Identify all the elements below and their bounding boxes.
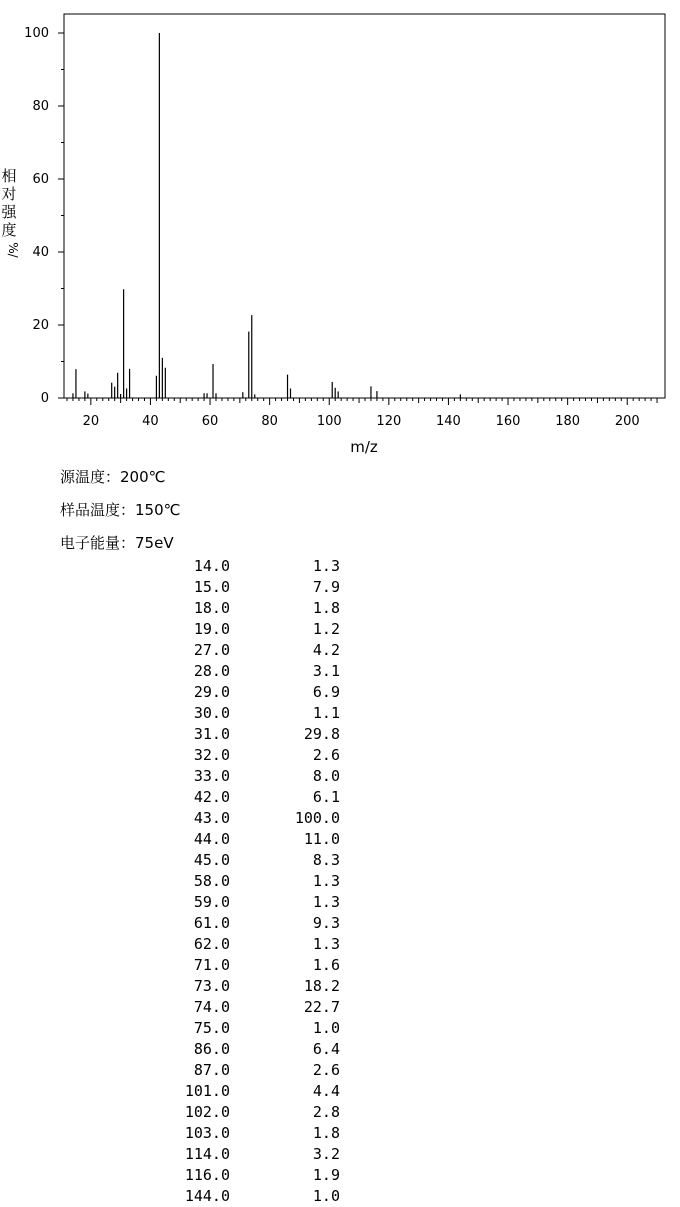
- x-tick-label: 80: [261, 414, 278, 429]
- table-row: [0, 1102, 400, 1123]
- abundance-value: 11.0: [303, 830, 340, 848]
- peak-table: [0, 556, 400, 1207]
- mz-value: 30.0: [193, 704, 230, 722]
- table-row: [0, 1018, 400, 1039]
- table-row: [0, 1081, 400, 1102]
- table-row: [0, 829, 400, 850]
- source-temperature: 源温度：200℃: [60, 468, 166, 486]
- x-tick-label: 180: [555, 414, 581, 429]
- table-row: [0, 619, 400, 640]
- table-row: [0, 1165, 400, 1186]
- table-row: [0, 745, 400, 766]
- mz-value: 31.0: [193, 725, 230, 743]
- table-row: [0, 682, 400, 703]
- table-row: [0, 703, 400, 724]
- mz-value: 27.0: [193, 641, 230, 659]
- y-tick-label: 0: [40, 391, 49, 406]
- table-row: [0, 766, 400, 787]
- mz-value: 116.0: [184, 1166, 230, 1184]
- mz-value: 19.0: [193, 620, 230, 638]
- abundance-value: 8.0: [312, 767, 340, 785]
- mz-value: 32.0: [193, 746, 230, 764]
- table-row: [0, 598, 400, 619]
- abundance-value: 4.4: [312, 1082, 340, 1100]
- abundance-value: 29.8: [303, 725, 340, 743]
- mz-value: 102.0: [184, 1103, 230, 1121]
- abundance-value: 3.1: [312, 662, 340, 680]
- abundance-value: 1.0: [312, 1019, 340, 1037]
- mz-value: 33.0: [193, 767, 230, 785]
- axes: [24, 14, 665, 429]
- table-row: [0, 934, 400, 955]
- svg-text:度: 度: [1, 221, 17, 239]
- table-row: [0, 1060, 400, 1081]
- mz-value: 73.0: [193, 977, 230, 995]
- x-tick-label: 120: [376, 414, 402, 429]
- table-row: [0, 871, 400, 892]
- y-axis-label: [1, 167, 20, 259]
- table-row: [0, 661, 400, 682]
- mz-value: 75.0: [193, 1019, 230, 1037]
- spectrum-peaks: [73, 33, 460, 398]
- x-tick-label: 160: [495, 414, 521, 429]
- table-row: [0, 787, 400, 808]
- table-row: [0, 1123, 400, 1144]
- abundance-value: 1.0: [312, 1187, 340, 1205]
- mz-value: 44.0: [193, 830, 230, 848]
- abundance-value: 1.3: [312, 935, 340, 953]
- abundance-value: 6.9: [312, 683, 340, 701]
- mz-value: 28.0: [193, 662, 230, 680]
- abundance-value: 1.3: [312, 872, 340, 890]
- mz-value: 14.0: [193, 557, 230, 575]
- mz-value: 61.0: [193, 914, 230, 932]
- mz-value: 103.0: [184, 1124, 230, 1142]
- abundance-value: 22.7: [303, 998, 340, 1016]
- mz-value: 86.0: [193, 1040, 230, 1058]
- mz-value: 114.0: [184, 1145, 230, 1163]
- mz-value: 43.0: [193, 809, 230, 827]
- table-row: [0, 556, 400, 577]
- sample-temperature: 样品温度：150℃: [60, 501, 181, 519]
- mz-value: 144.0: [184, 1187, 230, 1205]
- mass-spectrum-chart: [0, 0, 680, 460]
- table-row: [0, 1144, 400, 1165]
- abundance-value: 9.3: [312, 914, 340, 932]
- mz-value: 71.0: [193, 956, 230, 974]
- table-row: [0, 1186, 400, 1207]
- abundance-value: 1.1: [312, 704, 340, 722]
- mz-value: 58.0: [193, 872, 230, 890]
- abundance-value: 1.2: [312, 620, 340, 638]
- y-tick-label: 80: [32, 99, 49, 114]
- svg-text:相: 相: [1, 167, 17, 185]
- abundance-value: 18.2: [303, 977, 340, 995]
- table-row: [0, 724, 400, 745]
- table-row: [0, 850, 400, 871]
- plot-frame: [64, 14, 665, 398]
- table-row: [0, 997, 400, 1018]
- abundance-value: 1.8: [312, 1124, 340, 1142]
- electron-energy: 电子能量：75eV: [60, 534, 174, 552]
- x-tick-label: 40: [142, 414, 159, 429]
- abundance-value: 1.3: [312, 893, 340, 911]
- abundance-value: 1.6: [312, 956, 340, 974]
- abundance-value: 2.6: [312, 746, 340, 764]
- abundance-value: 8.3: [312, 851, 340, 869]
- y-tick-label: 60: [32, 172, 49, 187]
- mz-value: 59.0: [193, 893, 230, 911]
- svg-text:%/: %/: [6, 242, 20, 258]
- abundance-value: 1.9: [312, 1166, 340, 1184]
- mz-value: 42.0: [193, 788, 230, 806]
- abundance-value: 6.1: [312, 788, 340, 806]
- mz-value: 29.0: [193, 683, 230, 701]
- mz-value: 18.0: [193, 599, 230, 617]
- table-row: [0, 976, 400, 997]
- table-row: [0, 1039, 400, 1060]
- abundance-value: 2.6: [312, 1061, 340, 1079]
- mz-value: 74.0: [193, 998, 230, 1016]
- x-tick-label: 100: [316, 414, 342, 429]
- table-row: [0, 640, 400, 661]
- y-tick-label: 20: [32, 318, 49, 333]
- abundance-value: 1.8: [312, 599, 340, 617]
- x-tick-label: 20: [82, 414, 100, 429]
- mz-value: 45.0: [193, 851, 230, 869]
- table-row: [0, 913, 400, 934]
- abundance-value: 100.0: [294, 809, 340, 827]
- abundance-value: 7.9: [312, 578, 340, 596]
- mz-value: 62.0: [193, 935, 230, 953]
- abundance-value: 4.2: [312, 641, 340, 659]
- table-row: [0, 808, 400, 829]
- x-tick-label: 140: [436, 414, 461, 429]
- svg-text:强: 强: [1, 203, 17, 221]
- abundance-value: 6.4: [312, 1040, 340, 1058]
- mz-value: 15.0: [193, 578, 230, 596]
- x-tick-label: 200: [614, 414, 640, 429]
- y-tick-label: 100: [24, 26, 49, 41]
- mz-value: 101.0: [184, 1082, 230, 1100]
- svg-text:对: 对: [1, 185, 17, 203]
- abundance-value: 1.3: [312, 557, 340, 575]
- x-tick-label: 60: [201, 414, 219, 429]
- table-row: [0, 955, 400, 976]
- y-tick-label: 40: [32, 245, 49, 260]
- table-row: [0, 892, 400, 913]
- x-axis-label: m/z: [350, 438, 378, 456]
- mz-value: 87.0: [193, 1061, 230, 1079]
- abundance-value: 2.8: [312, 1103, 340, 1121]
- table-row: [0, 577, 400, 598]
- abundance-value: 3.2: [312, 1145, 340, 1163]
